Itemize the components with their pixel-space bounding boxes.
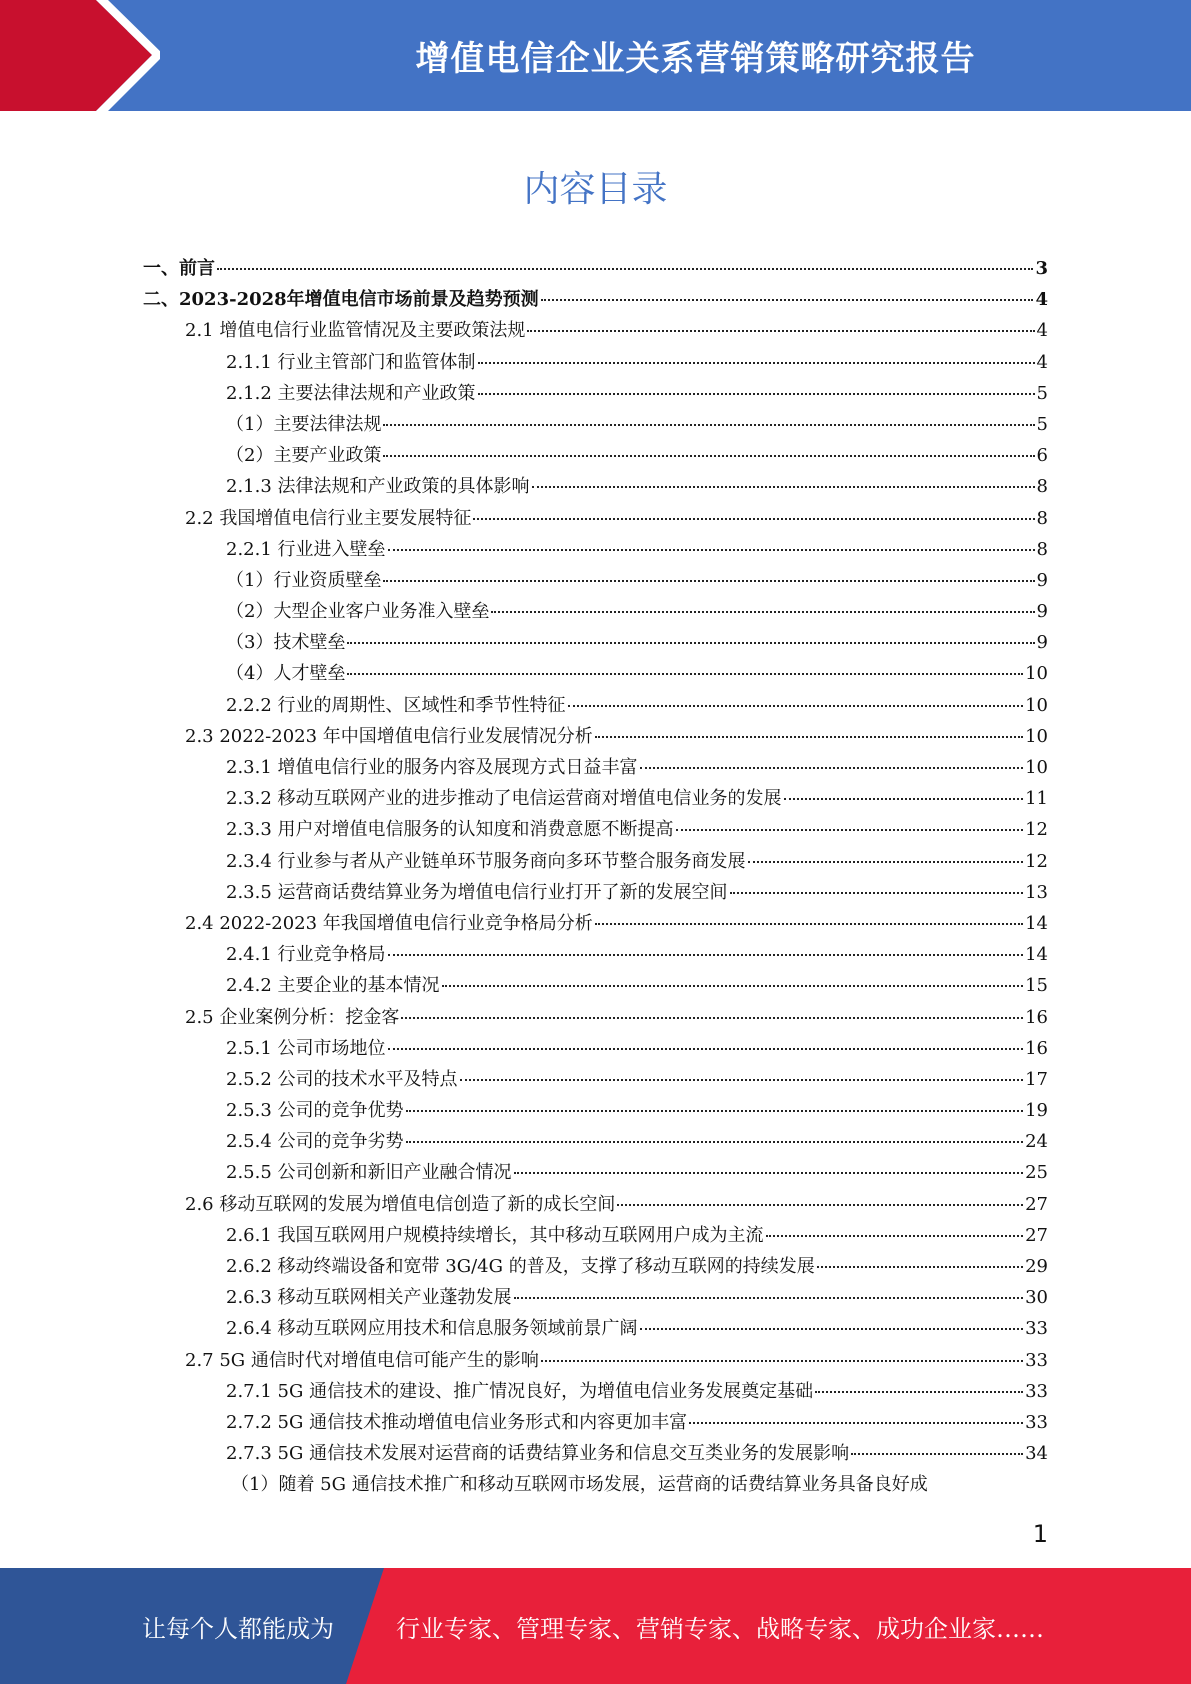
toc-entry-page: 10	[1025, 757, 1048, 778]
toc-entry-title: 2.2.2 行业的周期性、区域性和季节性特征	[226, 694, 566, 716]
toc-entry[interactable]	[143, 347, 1048, 378]
toc-entry[interactable]	[143, 378, 1048, 409]
toc-entry-page: 24	[1025, 1131, 1048, 1153]
toc-entry-page: 14	[1025, 944, 1048, 966]
toc-entry-page: 33	[1025, 1411, 1048, 1433]
toc-entry[interactable]	[143, 1220, 1048, 1251]
toc-leader-dots	[406, 1110, 1024, 1112]
toc-entry[interactable]	[143, 1407, 1048, 1438]
toc-leader-dots	[689, 1422, 1023, 1424]
toc-entry-title: 2.1.2 主要法律法规和产业政策	[226, 382, 476, 404]
toc-entry-page: 4	[1035, 289, 1048, 311]
toc-leader-dots	[748, 861, 1024, 863]
toc-entry-title: 二、2023-2028年增值电信市场前景及趋势预测	[143, 289, 539, 311]
toc-entry-title: （2）大型企业客户业务准入壁垒	[226, 601, 490, 623]
toc-entry-page: 3	[1035, 258, 1048, 279]
toc-entry-page: 10	[1025, 725, 1048, 747]
toc-entry-truncated[interactable]	[143, 1469, 1048, 1500]
toc-leader-dots	[527, 330, 1034, 332]
toc-entry-page: 4	[1036, 351, 1048, 373]
toc-entry[interactable]	[143, 534, 1048, 565]
toc-entry-page: 19	[1025, 1100, 1048, 1122]
toc-entry[interactable]	[143, 1251, 1048, 1282]
toc-entry-page: 5	[1036, 413, 1048, 435]
toc-entry-title: 2.5.3 公司的竞争优势	[226, 1100, 404, 1122]
toc-entry[interactable]	[143, 814, 1048, 845]
toc-entry-page: 34	[1025, 1443, 1048, 1465]
toc-entry[interactable]	[143, 1438, 1048, 1469]
toc-entry[interactable]	[143, 1095, 1048, 1126]
toc-leader-dots	[568, 705, 1024, 707]
toc-leader-dots	[676, 829, 1024, 831]
toc-entry[interactable]	[143, 939, 1048, 970]
toc-entry[interactable]	[143, 1376, 1048, 1407]
toc-entry-title: 2.6.1 我国互联网用户规模持续增长，其中移动互联网用户成为主流	[226, 1224, 764, 1246]
toc-entry[interactable]	[143, 1157, 1048, 1188]
toc-entry-page: 33	[1025, 1380, 1048, 1402]
toc-entry-page: 9	[1036, 632, 1048, 654]
toc-entry[interactable]	[143, 503, 1048, 534]
toc-entry-page: 6	[1036, 445, 1048, 467]
toc-entry-title: （1）随着 5G 通信技术推广和移动互联网市场发展，运营商的话费结算业务具备良好成	[231, 1474, 928, 1496]
toc-leader-dots	[383, 455, 1034, 457]
toc-entry-page: 12	[1025, 819, 1048, 841]
table-of-contents	[143, 253, 1048, 1501]
toc-entry-title: （2）主要产业政策	[226, 445, 382, 467]
toc-entry-title: 2.4.1 行业竞争格局	[226, 944, 386, 966]
toc-entry-page: 33	[1025, 1318, 1048, 1340]
toc-leader-dots	[388, 954, 1024, 956]
toc-entry[interactable]	[143, 721, 1048, 752]
toc-entry-page: 16	[1025, 1006, 1048, 1028]
toc-entry-page: 16	[1025, 1037, 1048, 1059]
toc-entry-title: （1）主要法律法规	[226, 413, 382, 435]
toc-entry-title: 一、前言	[143, 258, 215, 279]
toc-leader-dots	[640, 767, 1024, 769]
toc-entry-page: 8	[1036, 538, 1048, 560]
toc-entry[interactable]	[143, 970, 1048, 1001]
toc-entry[interactable]	[143, 658, 1048, 689]
toc-entry-title: 2.6.4 移动互联网应用技术和信息服务领域前景广阔	[226, 1318, 638, 1340]
toc-entry-page: 13	[1025, 881, 1048, 903]
toc-entry[interactable]	[143, 565, 1048, 596]
toc-entry[interactable]	[143, 783, 1048, 814]
toc-entry-title: 2.7.1 5G 通信技术的建设、推广情况良好，为增值电信业务发展奠定基础	[226, 1380, 814, 1402]
toc-entry-title: 2.3.5 运营商话费结算业务为增值电信行业打开了新的发展空间	[226, 881, 728, 903]
toc-entry-title: 2.4.2 主要企业的基本情况	[226, 975, 440, 997]
toc-entry-title: 2.1.1 行业主管部门和监管体制	[226, 351, 476, 373]
toc-entry[interactable]	[143, 752, 1048, 783]
toc-entry-page: 8	[1036, 476, 1048, 498]
toc-entry[interactable]	[143, 1126, 1048, 1157]
report-header	[0, 0, 1191, 111]
toc-leader-dots	[766, 1235, 1024, 1237]
toc-leader-dots	[815, 1391, 1023, 1393]
toc-entry-title: 2.3.1 增值电信行业的服务内容及展现方式日益丰富	[226, 757, 638, 778]
toc-leader-dots	[388, 549, 1035, 551]
toc-entry-page: 15	[1025, 975, 1048, 997]
toc-leader-dots	[730, 892, 1024, 894]
toc-entry[interactable]	[143, 1002, 1048, 1033]
toc-entry[interactable]	[143, 253, 1048, 284]
toc-entry-title: 2.6.3 移动互联网相关产业蓬勃发展	[226, 1287, 512, 1309]
toc-entry[interactable]	[143, 409, 1048, 440]
toc-leader-dots	[217, 268, 1033, 270]
toc-entry[interactable]	[143, 1064, 1048, 1095]
toc-leader-dots	[442, 985, 1024, 987]
toc-entry-title: （1）行业资质壁垒	[226, 569, 382, 591]
toc-entry-title: 2.7.2 5G 通信技术推动增值电信业务形式和内容更加丰富	[226, 1411, 688, 1433]
page-number: 1	[1032, 1520, 1048, 1548]
toc-leader-dots	[541, 1360, 1023, 1362]
toc-leader-dots	[640, 1328, 1024, 1330]
toc-entry-page: 9	[1036, 569, 1048, 591]
toc-entry-page: 25	[1025, 1162, 1048, 1184]
toc-entry-title: 2.5 企业案例分析：挖金客	[185, 1006, 400, 1028]
toc-entry-page: 5	[1036, 382, 1048, 404]
footer-banner	[0, 1568, 1191, 1684]
toc-entry[interactable]	[143, 627, 1048, 658]
footer-slogan-right: 行业专家、管理专家、营销专家、战略专家、成功企业家……	[396, 1614, 1044, 1643]
footer-slogan-left: 让每个人都能成为	[142, 1614, 334, 1643]
toc-leader-dots	[541, 299, 1034, 301]
toc-entry-title: （4）人才壁垒	[226, 663, 346, 685]
toc-leader-dots	[532, 486, 1035, 488]
toc-entry-page: 12	[1025, 850, 1048, 872]
toc-leader-dots	[401, 1017, 1023, 1019]
arrow-chevron-icon	[0, 0, 160, 111]
toc-entry[interactable]	[143, 690, 1048, 721]
toc-entry-title: 2.4 2022-2023 年我国增值电信行业竞争格局分析	[185, 912, 593, 934]
toc-entry[interactable]	[143, 1189, 1048, 1220]
toc-entry-title: 2.6 移动互联网的发展为增值电信创造了新的成长空间	[185, 1193, 616, 1215]
toc-entry-title: 2.5.5 公司创新和新旧产业融合情况	[226, 1162, 512, 1184]
toc-entry[interactable]	[143, 1345, 1048, 1376]
toc-leader-dots	[851, 1453, 1023, 1455]
toc-entry-title: 2.2.1 行业进入壁垒	[226, 538, 386, 560]
toc-entry-title: 2.3.4 行业参与者从产业链单环节服务商向多环节整合服务商发展	[226, 850, 746, 872]
toc-leader-dots	[388, 1048, 1024, 1050]
toc-entry[interactable]	[143, 315, 1048, 346]
toc-leader-dots	[595, 736, 1023, 738]
toc-entry[interactable]	[143, 877, 1048, 908]
toc-leader-dots	[406, 1141, 1024, 1143]
toc-leader-dots	[514, 1172, 1024, 1174]
toc-entry[interactable]	[143, 440, 1048, 471]
toc-entry-title: 2.7 5G 通信时代对增值电信可能产生的影响	[185, 1349, 539, 1371]
toc-entry-title: 2.5.1 公司市场地位	[226, 1037, 386, 1059]
toc-entry-title: 2.7.3 5G 通信技术发展对运营商的话费结算业务和信息交互类业务的发展影响	[226, 1443, 850, 1465]
toc-entry-page: 29	[1025, 1256, 1048, 1277]
toc-entry-title: 2.1.3 法律法规和产业政策的具体影响	[226, 476, 530, 498]
toc-entry-page: 10	[1025, 694, 1048, 716]
toc-leader-dots	[473, 518, 1034, 520]
toc-entry-title: 2.1 增值电信行业监管情况及主要政策法规	[185, 320, 526, 342]
toc-entry[interactable]	[143, 1313, 1048, 1344]
toc-entry[interactable]	[143, 284, 1048, 315]
toc-leader-dots	[617, 1204, 1023, 1206]
toc-entry[interactable]	[143, 1282, 1048, 1313]
toc-entry[interactable]	[143, 1033, 1048, 1064]
toc-leader-dots	[347, 673, 1023, 675]
toc-entry-page: 4	[1036, 320, 1048, 342]
toc-entry-title: 2.3 2022-2023 年中国增值电信行业发展情况分析	[185, 725, 593, 747]
toc-leader-dots	[383, 580, 1034, 582]
toc-entry[interactable]	[143, 471, 1048, 502]
toc-entry-title: 2.3.3 用户对增值电信服务的认知度和消费意愿不断提高	[226, 819, 674, 841]
toc-leader-dots	[817, 1266, 1023, 1268]
toc-entry-title: 2.5.4 公司的竞争劣势	[226, 1131, 404, 1153]
toc-entry[interactable]	[143, 596, 1048, 627]
toc-leader-dots	[784, 798, 1024, 800]
toc-entry-page: 17	[1025, 1068, 1048, 1090]
toc-entry-page: 10	[1025, 663, 1048, 685]
toc-entry-title: （3）技术壁垒	[226, 632, 346, 654]
toc-entry-page: 30	[1025, 1287, 1048, 1309]
toc-entry-title: 2.5.2 公司的技术水平及特点	[226, 1068, 458, 1090]
toc-leader-dots	[478, 393, 1035, 395]
toc-leader-dots	[514, 1297, 1024, 1299]
toc-entry-page: 8	[1036, 507, 1048, 529]
toc-entry-title: 2.2 我国增值电信行业主要发展特征	[185, 507, 472, 529]
toc-entry-page: 33	[1025, 1349, 1048, 1371]
toc-entry-page: 14	[1025, 912, 1048, 934]
toc-leader-dots	[460, 1079, 1024, 1081]
toc-entry-title: 2.6.2 移动终端设备和宽带 3G/4G 的普及，支撑了移动互联网的持续发展	[226, 1256, 815, 1277]
toc-entry[interactable]	[143, 846, 1048, 877]
toc-leader-dots	[478, 362, 1035, 364]
toc-entry-title: 2.3.2 移动互联网产业的进步推动了电信运营商对增值电信业务的发展	[226, 788, 782, 810]
toc-entry-page: 11	[1025, 788, 1048, 810]
toc-leader-dots	[347, 642, 1034, 644]
toc-heading: 内容目录	[523, 169, 668, 210]
toc-entry-page: 27	[1025, 1193, 1048, 1215]
toc-entry-page: 27	[1025, 1224, 1048, 1246]
report-title: 增值电信企业关系营销策略研究报告	[415, 39, 976, 79]
toc-leader-dots	[383, 424, 1034, 426]
toc-leader-dots	[491, 611, 1034, 613]
toc-entry[interactable]	[143, 908, 1048, 939]
toc-entry-page: 9	[1036, 601, 1048, 623]
toc-leader-dots	[595, 923, 1023, 925]
